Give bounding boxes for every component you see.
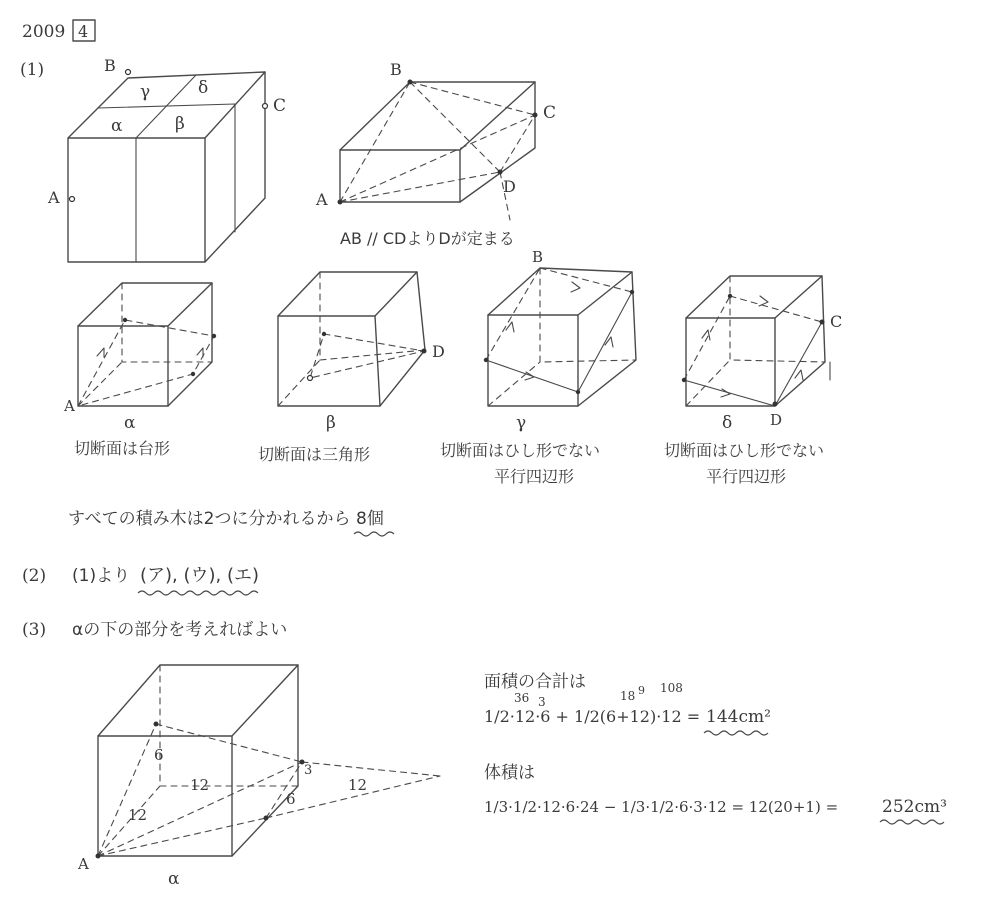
area-note-108: 108	[660, 681, 683, 695]
part2-answer-underline	[138, 591, 258, 595]
cube2-label-A: A	[316, 190, 328, 209]
problem-number: 4	[78, 22, 89, 41]
fig3-6a: 6	[154, 746, 164, 764]
cube1-label-C: C	[273, 96, 287, 116]
cube2-note: AB // CDよりDが定まる	[340, 229, 515, 248]
fig3-12c: 12	[348, 776, 368, 794]
part2-label: (2)	[22, 566, 47, 586]
small-cube-delta	[664, 276, 842, 486]
part2-answer: (ア), (ウ), (エ)	[140, 565, 260, 586]
part1-label: (1)	[20, 60, 45, 80]
volume-answer-underline	[880, 820, 944, 824]
cube2-label-D: D	[503, 177, 516, 196]
part3-figure	[77, 665, 440, 889]
cube2-label-C: C	[543, 103, 557, 123]
cube1-label-B: B	[104, 56, 116, 75]
volume-expression: 1/3·1/2·12·6·24 − 1/3·1/2·6·3·12 = 12(20+1) =	[484, 798, 839, 816]
part3-text: αの下の部分を考えればよい	[72, 620, 288, 640]
alpha-label-A: A	[64, 397, 75, 415]
small-cube-alpha	[63, 283, 216, 458]
volume-title: 体積は	[484, 763, 535, 783]
part1-answer: 8個	[356, 509, 384, 529]
area-answer-underline	[704, 731, 768, 735]
delta-name: δ	[722, 413, 733, 433]
delta-caption: 切断面はひし形でない	[664, 441, 825, 460]
area-note-3: 3	[538, 695, 546, 709]
beta-caption: 切断面は三角形	[258, 445, 371, 464]
small-cube-beta	[258, 272, 445, 464]
cube2-label-B: B	[390, 60, 402, 79]
alpha-caption: 切断面は台形	[74, 439, 171, 458]
delta-label-C: C	[830, 312, 843, 331]
year: 2009	[22, 22, 66, 42]
part1-conclusion: すべての積み木は2つに分かれるから	[68, 509, 351, 529]
area-note-18: 18	[620, 689, 636, 703]
part3-label: (3)	[22, 620, 47, 640]
area-note-9: 9	[638, 684, 645, 697]
cube1-figure	[47, 56, 286, 262]
gamma-caption: 切断面はひし形でない	[440, 441, 601, 460]
small-cube-gamma	[440, 248, 636, 486]
fig3-alpha: α	[168, 869, 180, 889]
gamma-caption2: 平行四辺形	[494, 467, 575, 486]
cube1-beta: β	[175, 114, 185, 134]
part2-text: (1)より	[72, 566, 131, 586]
fig3-label-A: A	[78, 855, 89, 873]
delta-label-D: D	[770, 411, 783, 429]
cube1-label-A: A	[48, 188, 60, 207]
fig3-6b: 6	[286, 790, 296, 808]
beta-label-D: D	[432, 342, 445, 361]
area-expression: 1/2·12·6 + 1/2(6+12)·12 =	[484, 707, 701, 726]
fig3-3: 3	[304, 763, 313, 778]
cube2-figure	[315, 60, 556, 248]
cube1-delta: δ	[198, 78, 209, 98]
cube1-alpha: α	[111, 116, 123, 136]
beta-name: β	[326, 413, 336, 433]
gamma-label-B: B	[532, 248, 544, 266]
fig3-12b: 12	[128, 806, 148, 824]
area-title: 面積の合計は	[484, 672, 586, 692]
cube1-gamma: γ	[140, 82, 151, 102]
gamma-name: γ	[516, 413, 527, 433]
fig3-12a: 12	[190, 776, 210, 794]
delta-caption2: 平行四辺形	[706, 467, 787, 486]
volume-answer: 252cm³	[882, 797, 947, 817]
area-note-36: 36	[514, 691, 530, 705]
alpha-name: α	[124, 413, 136, 433]
area-answer: 144cm²	[706, 707, 771, 727]
part1-answer-underline	[354, 532, 394, 536]
